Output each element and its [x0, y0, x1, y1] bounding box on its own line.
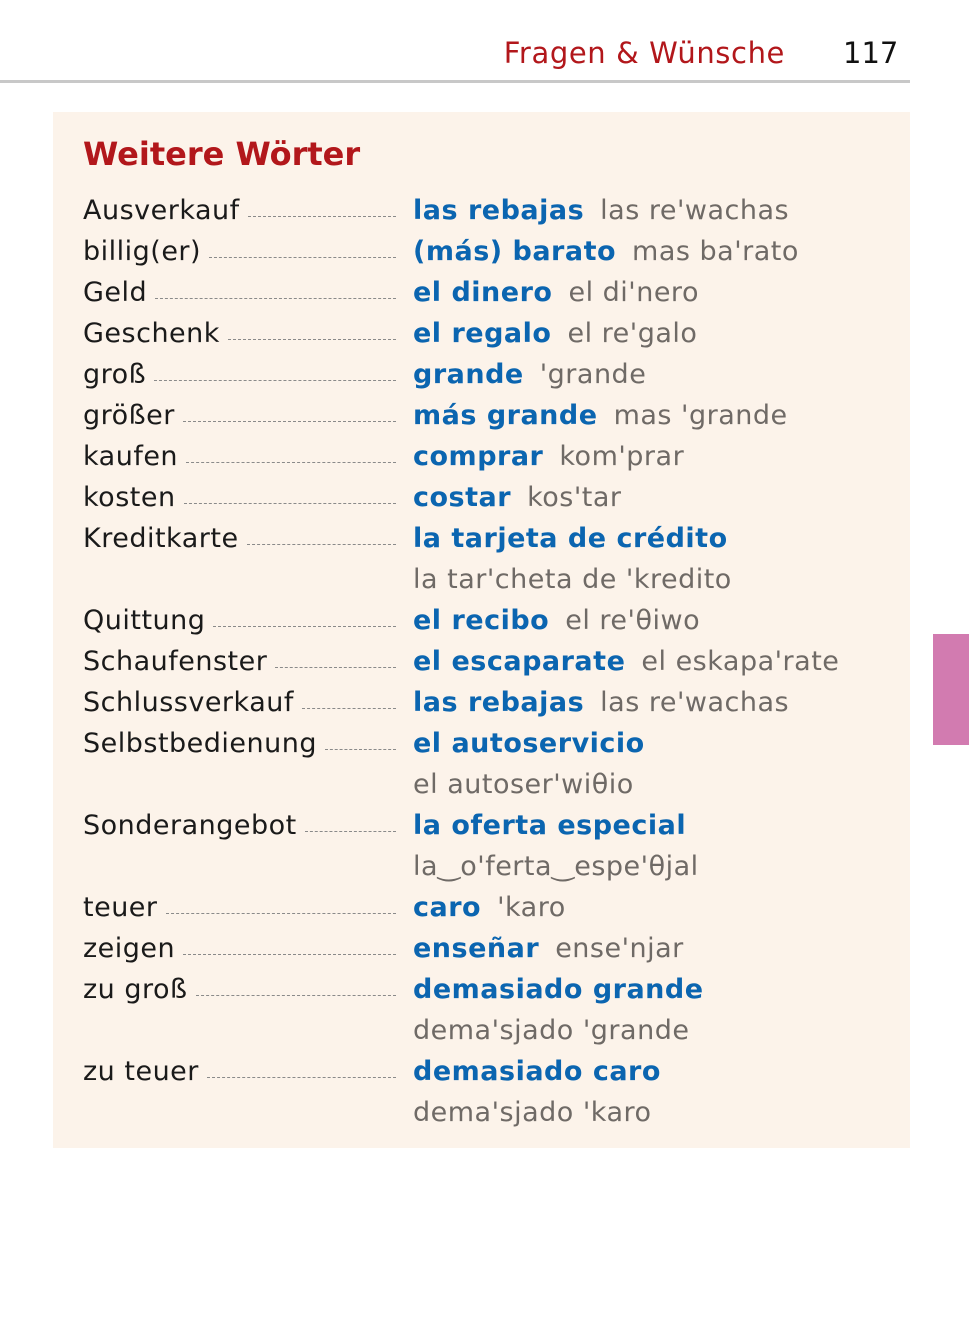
pronunciation: mas 'grande [613, 400, 788, 431]
pronunciation: el re'θiwo [565, 605, 701, 636]
spanish-word: grande [413, 359, 524, 390]
list-item [83, 272, 883, 313]
pronunciation: 'grande [539, 359, 647, 390]
german-word: Geschenk [83, 318, 220, 349]
list-item [83, 477, 883, 518]
dotted-leader [213, 625, 396, 627]
list-item [83, 190, 883, 231]
spanish-word: la oferta especial [413, 810, 687, 841]
list-item [83, 518, 883, 600]
dotted-leader [207, 1076, 396, 1078]
pronunciation: kom'prar [559, 441, 685, 472]
german-word: teuer [83, 892, 158, 923]
dotted-leader [155, 297, 396, 299]
pronunciation: la tar'cheta de 'kredito [413, 564, 732, 595]
spanish-word: las rebajas [413, 687, 585, 718]
dotted-leader [184, 502, 396, 504]
german-word: Geld [83, 277, 148, 308]
spanish-word: enseñar [413, 933, 540, 964]
german-word: kosten [83, 482, 176, 513]
vocabulary-list [83, 190, 883, 1133]
german-word: Schlussverkauf [83, 687, 294, 718]
pronunciation: kos'tar [527, 482, 622, 513]
dotted-leader [154, 379, 396, 381]
list-item [83, 436, 883, 477]
list-item [83, 682, 883, 723]
chapter-thumb-tab [933, 634, 969, 745]
pronunciation: el di'nero [568, 277, 699, 308]
german-word: Sonderangebot [83, 810, 297, 841]
pronunciation: las re'wachas [600, 687, 790, 718]
list-item [83, 313, 883, 354]
dotted-leader [228, 338, 396, 340]
list-item [83, 231, 883, 272]
pronunciation: la‿o'ferta‿espe'θjal [413, 851, 699, 882]
list-item [83, 969, 883, 1051]
pronunciation: 'karo [497, 892, 566, 923]
header-divider [0, 80, 910, 83]
dotted-leader [183, 953, 396, 955]
spanish-word: demasiado grande [413, 974, 704, 1005]
dotted-leader [183, 420, 396, 422]
list-item [83, 805, 883, 887]
german-word: zeigen [83, 933, 176, 964]
spanish-word: el regalo [413, 318, 552, 349]
pronunciation: las re'wachas [600, 195, 790, 226]
german-word: Quittung [83, 605, 206, 636]
german-word: Kreditkarte [83, 523, 239, 554]
german-word: zu groß [83, 974, 188, 1005]
spanish-word: el recibo [413, 605, 550, 636]
list-item [83, 600, 883, 641]
german-word: größer [83, 400, 175, 431]
german-word: zu teuer [83, 1056, 199, 1087]
pronunciation: mas ba'rato [632, 236, 799, 267]
german-word: billig(er) [83, 236, 202, 267]
dotted-leader [302, 707, 396, 709]
pronunciation: el eskapa'rate [641, 646, 840, 677]
german-word: kaufen [83, 441, 179, 472]
spanish-word: (más) barato [413, 236, 617, 267]
pronunciation: el re'galo [567, 318, 698, 349]
list-item [83, 887, 883, 928]
spanish-word: el escaparate [413, 646, 626, 677]
spanish-word: las rebajas [413, 195, 585, 226]
dotted-leader [305, 830, 396, 832]
spanish-word: costar [413, 482, 512, 513]
list-item [83, 928, 883, 969]
spanish-word: el autoservicio [413, 728, 645, 759]
list-item [83, 1051, 883, 1133]
box-title: Weitere Wörter [83, 135, 361, 173]
dotted-leader [275, 666, 396, 668]
dotted-leader [196, 994, 396, 996]
spanish-word: caro [413, 892, 482, 923]
list-item [83, 395, 883, 436]
pronunciation: dema'sjado 'karo [413, 1097, 652, 1128]
vocabulary-box [53, 112, 910, 1148]
german-word: Schaufenster [83, 646, 268, 677]
pronunciation: dema'sjado 'grande [413, 1015, 690, 1046]
spanish-word: el dinero [413, 277, 553, 308]
list-item [83, 354, 883, 395]
pronunciation: ense'njar [555, 933, 684, 964]
dotted-leader [248, 215, 396, 217]
pronunciation: el autoser'wiθio [413, 769, 634, 800]
dotted-leader [325, 748, 396, 750]
dotted-leader [209, 256, 396, 258]
german-word: Ausverkauf [83, 195, 240, 226]
list-item [83, 641, 883, 682]
german-word: Selbstbedienung [83, 728, 318, 759]
german-word: groß [83, 359, 147, 390]
dotted-leader [186, 461, 396, 463]
list-item [83, 723, 883, 805]
dotted-leader [166, 912, 396, 914]
dotted-leader [247, 543, 396, 545]
spanish-word: demasiado caro [413, 1056, 661, 1087]
spanish-word: la tarjeta de crédito [413, 523, 728, 554]
spanish-word: más grande [413, 400, 598, 431]
spanish-word: comprar [413, 441, 544, 472]
section-title: Fragen & Wünsche [503, 36, 785, 70]
page-number: 117 [843, 36, 899, 70]
